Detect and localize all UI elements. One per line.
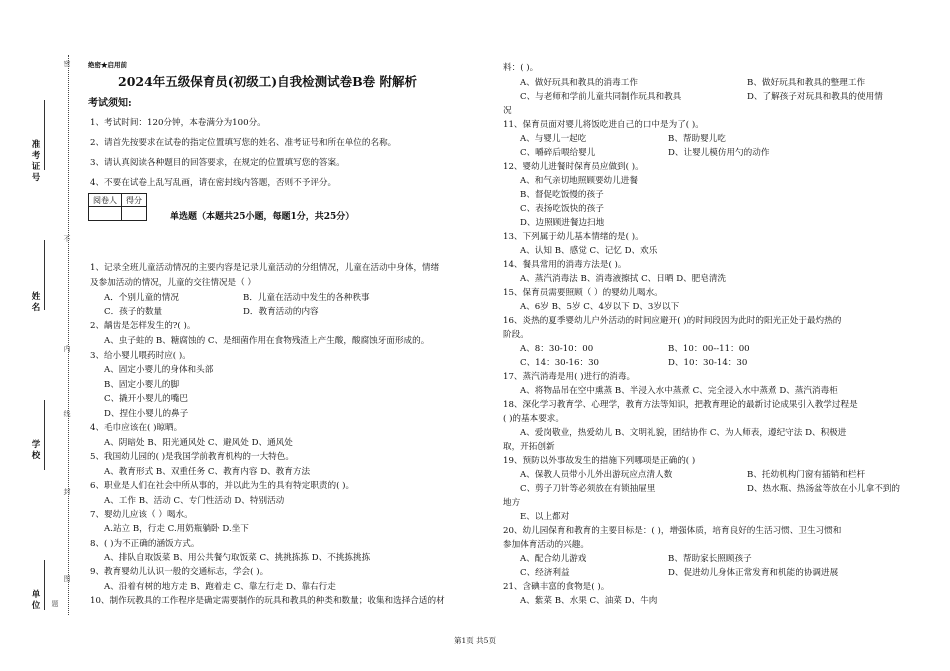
question-line: C、嚼碎后喂给婴儿: [520, 148, 596, 158]
question-line: A、6岁 B、5岁 C、4岁以下 D、3岁以下: [520, 302, 680, 312]
question-line: C、与老师和学前儿童共同制作玩具和教具: [520, 92, 682, 102]
question-line: 3、给小婴儿喂药时应( )。: [90, 351, 191, 361]
question-line: D、热水瓶、热汤盆等放在小儿拿不到的: [747, 484, 900, 494]
seal-mark: 题: [51, 600, 59, 608]
seal-mark: 线: [63, 410, 71, 418]
question-line: A、8：30-10：00: [520, 344, 594, 354]
seal-mark: 密: [63, 60, 71, 68]
question-line: 参加体育活动的兴趣。: [503, 540, 589, 550]
question-line: D．教育活动的内容: [243, 307, 319, 317]
score-table: [88, 193, 147, 221]
question-line: 5、我国幼儿园的( )是我国学前教育机构的一大特色。: [90, 452, 294, 462]
question-line: 19、预防以外事故发生的措施下列哪项是正确的( ): [503, 456, 696, 466]
question-line: A、阴暗处 B、阳光通风处 C、避风处 D、通风处: [104, 438, 293, 448]
question-line: 17、蒸汽消毒是用( )进行的消毒。: [503, 372, 636, 382]
question-line: 10、制作玩教具的工作程序是确定需要制作的玩具和教具的种类和数量；收集和选择合适的材: [90, 596, 445, 606]
question-line: 7、婴幼儿应该（ ）喝水。: [90, 510, 193, 520]
seal-mark: 不: [63, 235, 71, 243]
question-line: D、捏住小婴儿的鼻子: [104, 409, 189, 419]
question-line: A、沿着有树的地方走 B、跑着走 C、靠左行走 D、靠右行走: [104, 582, 336, 592]
question-line: B．儿童在活动中发生的各种秩事: [243, 293, 370, 303]
margin-label-ticket: 准考证号: [31, 140, 41, 183]
question-line: 20、幼儿园保育和教育的主要目标是：( )，增强体质，培育良好的生活习惯、卫生习惯和: [503, 526, 842, 536]
page-title: 2024年五级保育员(初级工)自我检测试卷B卷 附解析: [118, 74, 418, 89]
question-line: A、爱岗敬业，热爱幼儿 B、文明礼貌，团结协作 C、为人师表，遵纪守法 D、积极进: [520, 428, 847, 438]
question-line: 料：( )。: [503, 63, 539, 73]
question-line: 9、教育婴幼儿认识一般的交通标志，学会( )。: [90, 567, 269, 577]
seal-mark: 图: [63, 575, 71, 583]
margin-label-school: 学校: [31, 440, 41, 461]
question-line: A、做好玩具和教具的消毒工作: [520, 78, 638, 88]
question-line: A、固定小婴儿的身体和头部: [104, 365, 214, 375]
question-line: A、将物品吊在空中熏蒸 B、半浸入水中蒸煮 C、完全浸入水中蒸煮 D、蒸汽消毒柜: [520, 386, 838, 396]
seal-mark: 封: [63, 488, 71, 496]
question-line: A、认知 B、感觉 C、记忆 D、欢乐: [520, 246, 658, 256]
question-line: A、教育形式 B、双重任务 C、教育内容 D、教育方法: [104, 467, 311, 477]
question-line: E、以上都对: [520, 512, 570, 522]
question-line: 12、婴幼儿进餐时保育员应做到( )。: [503, 162, 644, 172]
question-line: 地方: [503, 498, 521, 508]
question-line: A、蒸汽消毒法 B、消毒液擦拭 C、日晒 D、肥皂清洗: [520, 274, 727, 284]
question-line: C、经济利益: [520, 568, 570, 578]
score-table-score-cell[interactable]: [122, 207, 147, 221]
question-line: C、撬开小婴儿的嘴巴: [104, 394, 188, 404]
margin-label-name: 姓名: [31, 292, 41, 313]
question-line: A、与婴儿一起吃: [520, 134, 587, 144]
question-line: A、保教人员带小儿外出游玩应点清人数: [520, 470, 673, 480]
question-line: 21、含碘丰富的食物是( )。: [503, 582, 610, 592]
margin-fill-line: [44, 240, 46, 310]
question-line: A、工作 B、活动 C、专门性活动 D、特别活动: [104, 496, 285, 506]
question-line: D、10：30-14：30: [668, 358, 748, 368]
question-line: 2、龋齿是怎样发生的?( )。: [90, 321, 196, 331]
question-line: B、固定小婴儿的脚: [104, 380, 180, 390]
question-line: 及参加活动的情况，儿童的交往情况是（ ）: [90, 278, 257, 288]
question-line: A．个别儿童的情况: [104, 293, 179, 303]
question-line: 1、记录全班儿童活动情况的主要内容是记录儿童活动的分组情况，儿童在活动中身体，情绪: [90, 263, 440, 273]
question-line: B、托幼机构门窗有插销和栏杆: [747, 470, 866, 480]
score-table-reviewer: 阅卷人: [89, 194, 122, 207]
question-line: 11、保育员面对婴儿将饭吃进自己的口中是为了( )。: [503, 120, 704, 130]
margin-fill-line: [44, 100, 46, 170]
margin-label-unit: 单位: [31, 590, 41, 611]
question-line: B、帮助婴儿吃: [668, 134, 726, 144]
question-line: C、剪子刀针等必须放在有锁抽屉里: [520, 484, 656, 494]
notice-item: 4、不要在试卷上乱写乱画，请在密封线内答题，否则不予评分。: [90, 178, 337, 188]
question-line: B、帮助家长照顾孩子: [668, 554, 752, 564]
question-line: 8、( )为不正确的涵饭方式。: [90, 539, 200, 549]
question-line: 阶段。: [503, 330, 529, 340]
score-table-reviewer-cell[interactable]: [89, 207, 122, 221]
question-line: A、配合幼儿游戏: [520, 554, 587, 564]
question-line: 6、职业是人们在社会中所从事的，并以此为生的具有特定职责的( )。: [90, 481, 355, 491]
question-line: B、10：00--11：00: [668, 344, 750, 354]
notice-item: 3、请认真阅读各种题目的回答要求，在规定的位置填写您的答案。: [90, 158, 345, 168]
question-line: D、边照顾进餐边扫地: [520, 218, 605, 228]
question-line: D、让婴儿模仿用勺的动作: [668, 148, 770, 158]
question-line: 14、餐具常用的消毒方法是( )。: [503, 260, 627, 270]
question-line: A、虫子蛀的 B、糖腐蚀的 C、是细菌作用在食物残渣上产生酸，酸腐蚀牙面形成的。: [104, 336, 430, 346]
seal-line: [68, 55, 69, 615]
question-line: 况: [503, 106, 512, 116]
question-line: A、紫菜 B、水果 C、油菜 D、牛肉: [520, 596, 658, 606]
question-line: 15、保育员需要照顾（ ）的婴幼儿喝水。: [503, 288, 663, 298]
question-line: A、排队自取饭菜 B、用公共餐勺取饭菜 C、挑挑拣拣 D、不挑拣挑拣: [104, 553, 371, 563]
question-line: B、督促吃饭慢的孩子: [520, 190, 604, 200]
question-line: A、和气亲切地照顾要幼儿进餐: [520, 176, 638, 186]
margin-fill-line: [44, 560, 46, 610]
margin-fill-line: [44, 400, 46, 470]
question-line: C、表扬吃饭快的孩子: [520, 204, 604, 214]
question-line: D、促进幼儿身体正常发育和机能的协调进展: [668, 568, 839, 578]
question-line: 18、深化学习教育学、心理学，教育方法等知识，把教育理论的最新讨论成果引入教学过程是: [503, 400, 858, 410]
seal-mark: 内: [63, 345, 71, 353]
question-line: 取，开拓创新: [503, 442, 555, 452]
question-line: C、14：30-16：30: [520, 358, 600, 368]
secret-label: 绝密★启用前: [88, 61, 127, 69]
question-line: A.站立 B，行走 C.用奶瓶躺卧 D.坐下: [104, 524, 249, 534]
section-title: 单选题（本题共25小题，每题1分，共25分）: [170, 212, 355, 222]
question-line: ( )的基本要求。: [503, 414, 564, 424]
question-line: D、了解孩子对玩具和教具的使用情: [747, 92, 883, 102]
notice-item: 1、考试时间：120分钟，本卷满分为100分。: [90, 118, 266, 128]
notice-item: 2、请首先按要求在试卷的指定位置填写您的姓名、准考证号和所在单位的名称。: [90, 138, 397, 148]
question-line: C．孩子的数量: [104, 307, 163, 317]
question-line: 4、毛巾应该在( )晾晒。: [90, 423, 183, 433]
page-footer: 第1页 共5页: [454, 636, 496, 645]
question-line: 13、下列属于幼儿基本情绪的是( )。: [503, 232, 644, 242]
question-line: 16、炎热的夏季婴幼儿户外活动的时间应避开( )的时间段因为此时的阳光正处于最灼热的: [503, 316, 842, 326]
score-table-score: 得分: [122, 194, 147, 207]
notice-heading: 考试须知:: [88, 98, 132, 109]
question-line: B、做好玩具和教具的整理工作: [747, 78, 866, 88]
